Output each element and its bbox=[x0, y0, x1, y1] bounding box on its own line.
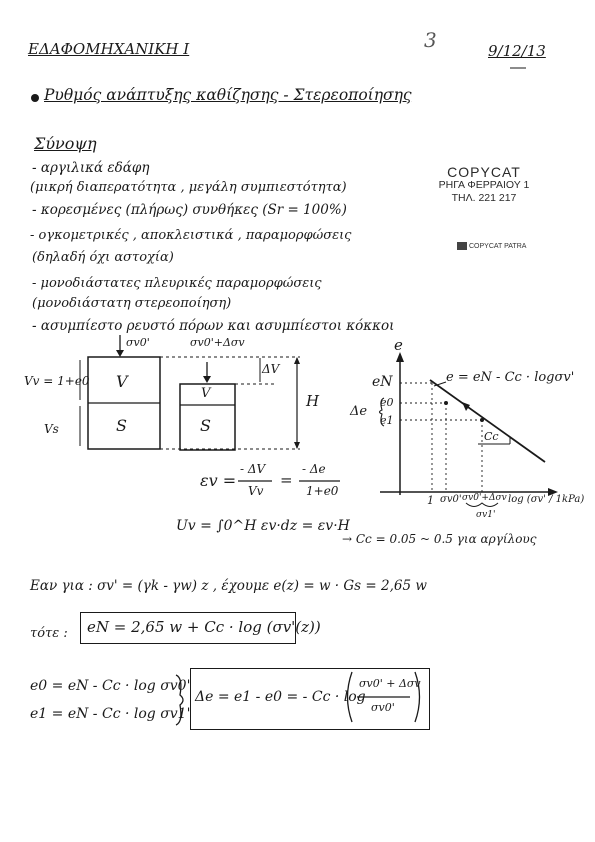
strain-num1: - ΔV bbox=[240, 462, 266, 476]
date: 9/12/13 bbox=[488, 42, 546, 60]
sv1-brace bbox=[466, 503, 498, 507]
boxed-eN-text: eN = 2,65 w + Cc · log (σv'(z)) bbox=[87, 618, 321, 636]
h-label: H bbox=[306, 392, 320, 410]
boxed-de-den: σv0' bbox=[371, 701, 395, 714]
strain-den2: 1+e0 bbox=[306, 484, 339, 498]
lecture-number: 3 bbox=[424, 28, 437, 52]
summary-item: - αργιλικά εδάφη bbox=[32, 160, 150, 176]
e0-point bbox=[444, 401, 448, 405]
summary-item: - ασυμπίεστο ρευστό πόρων και ασυμπίεστοι κόκκοι bbox=[32, 318, 395, 334]
solid-left: S bbox=[116, 416, 127, 435]
e1-point bbox=[480, 418, 484, 422]
boxed-de-lhs: Δe = e1 - e0 = - Cc · log bbox=[195, 689, 366, 705]
dv-label: ΔV bbox=[262, 362, 280, 376]
vs-label: Vs bbox=[44, 422, 59, 436]
stamp-phone: ΤΗΛ. 221 217 bbox=[451, 192, 517, 204]
vv-label: Vv = 1+e0 bbox=[24, 374, 90, 388]
stamp-address: ΡΗΓΑ ΦΕΡΡΑΙΟΥ 1 bbox=[438, 179, 530, 191]
strain-eq: = bbox=[280, 471, 293, 489]
graph-x-sv0dsv: σv0'+Δσv bbox=[462, 493, 507, 503]
strain-den1: Vv bbox=[248, 484, 264, 498]
solid-right: S bbox=[200, 416, 211, 435]
h-arrow-bottom bbox=[294, 442, 300, 449]
void-left: V bbox=[116, 372, 128, 391]
graph-de: Δe bbox=[350, 404, 368, 419]
condition-line: Εαν για : σv' = (γk - γw) z , έχουμε e(z) = w · Gs = 2,65 w bbox=[30, 578, 427, 594]
graph-e1: e1 bbox=[380, 414, 394, 427]
graph-x-one: 1 bbox=[427, 494, 434, 507]
summary-item: - μονοδιάστατες πλευρικές παραμορφώσεις bbox=[32, 276, 322, 291]
page-title: Ρυθμός ανάπτυξης καθίζησης - Στερεοποίησης bbox=[44, 86, 412, 104]
graph-eq-label: e = eN - Cc · logσv' bbox=[446, 370, 575, 385]
summary-heading: Σύνοψη bbox=[34, 134, 97, 153]
graph-y-label: e bbox=[394, 336, 403, 354]
graph-eN: eN bbox=[372, 374, 393, 390]
boxed-de-num: σv0' + Δσv bbox=[359, 677, 421, 690]
graph-x-sv0: σv0' bbox=[440, 494, 462, 505]
settlement-eq: Uv = ∫0^H εv·dz = εv·H bbox=[176, 518, 350, 534]
load-label-right: σv0'+Δσv bbox=[190, 336, 245, 349]
graph-x-label: log (σv' / 1kPa) bbox=[508, 494, 585, 505]
load-label-left: σv0' bbox=[126, 336, 150, 349]
summary-item: (μονοδιάστατη στερεοποίηση) bbox=[32, 296, 232, 311]
vcl-arrow bbox=[462, 402, 470, 411]
stamp-small-logo: COPYCAT PATRA bbox=[469, 243, 527, 250]
summary-item: - κορεσμένες (πλήρως) συνθήκες (Sr = 100%) bbox=[32, 202, 347, 218]
summary-item: (μικρή διαπερατότητα , μεγάλη συμπιεστότητα) bbox=[30, 180, 347, 195]
h-arrow-top bbox=[294, 357, 300, 364]
load-arrow-right-head bbox=[203, 376, 211, 383]
summary-item: (δηλαδή όχι αστοχία) bbox=[32, 250, 174, 265]
stamp-brand: COPYCAT bbox=[447, 164, 521, 180]
then-label: τότε : bbox=[30, 626, 68, 641]
summary-item: - ογκομετρικές , αποκλειστικά , παραμορφώσεις bbox=[30, 228, 352, 243]
void-right: V bbox=[201, 386, 211, 401]
boxed-eN-equation bbox=[80, 612, 321, 644]
boxed-de-equation bbox=[190, 668, 430, 730]
graph-x-sv1: σv1' bbox=[476, 510, 496, 520]
virgin-compression-line bbox=[430, 380, 545, 462]
e0-equation: e0 = eN - Cc · log σv0' bbox=[30, 678, 191, 694]
graph-cc: Cc bbox=[484, 430, 499, 443]
graph-e0: e0 bbox=[380, 396, 394, 409]
strain-num2: - Δe bbox=[302, 462, 326, 476]
load-arrow-left-head bbox=[116, 350, 124, 357]
strain-lhs: εv = bbox=[200, 471, 237, 490]
graph-cc-range: → Cc = 0.05 ~ 0.5 για αργίλους bbox=[342, 532, 537, 546]
course-title: ΕΔΑΦΟΜΗΧΑΝΙΚΗ Ι bbox=[28, 40, 190, 58]
e1-equation: e1 = eN - Cc · log σv1' bbox=[30, 706, 191, 722]
